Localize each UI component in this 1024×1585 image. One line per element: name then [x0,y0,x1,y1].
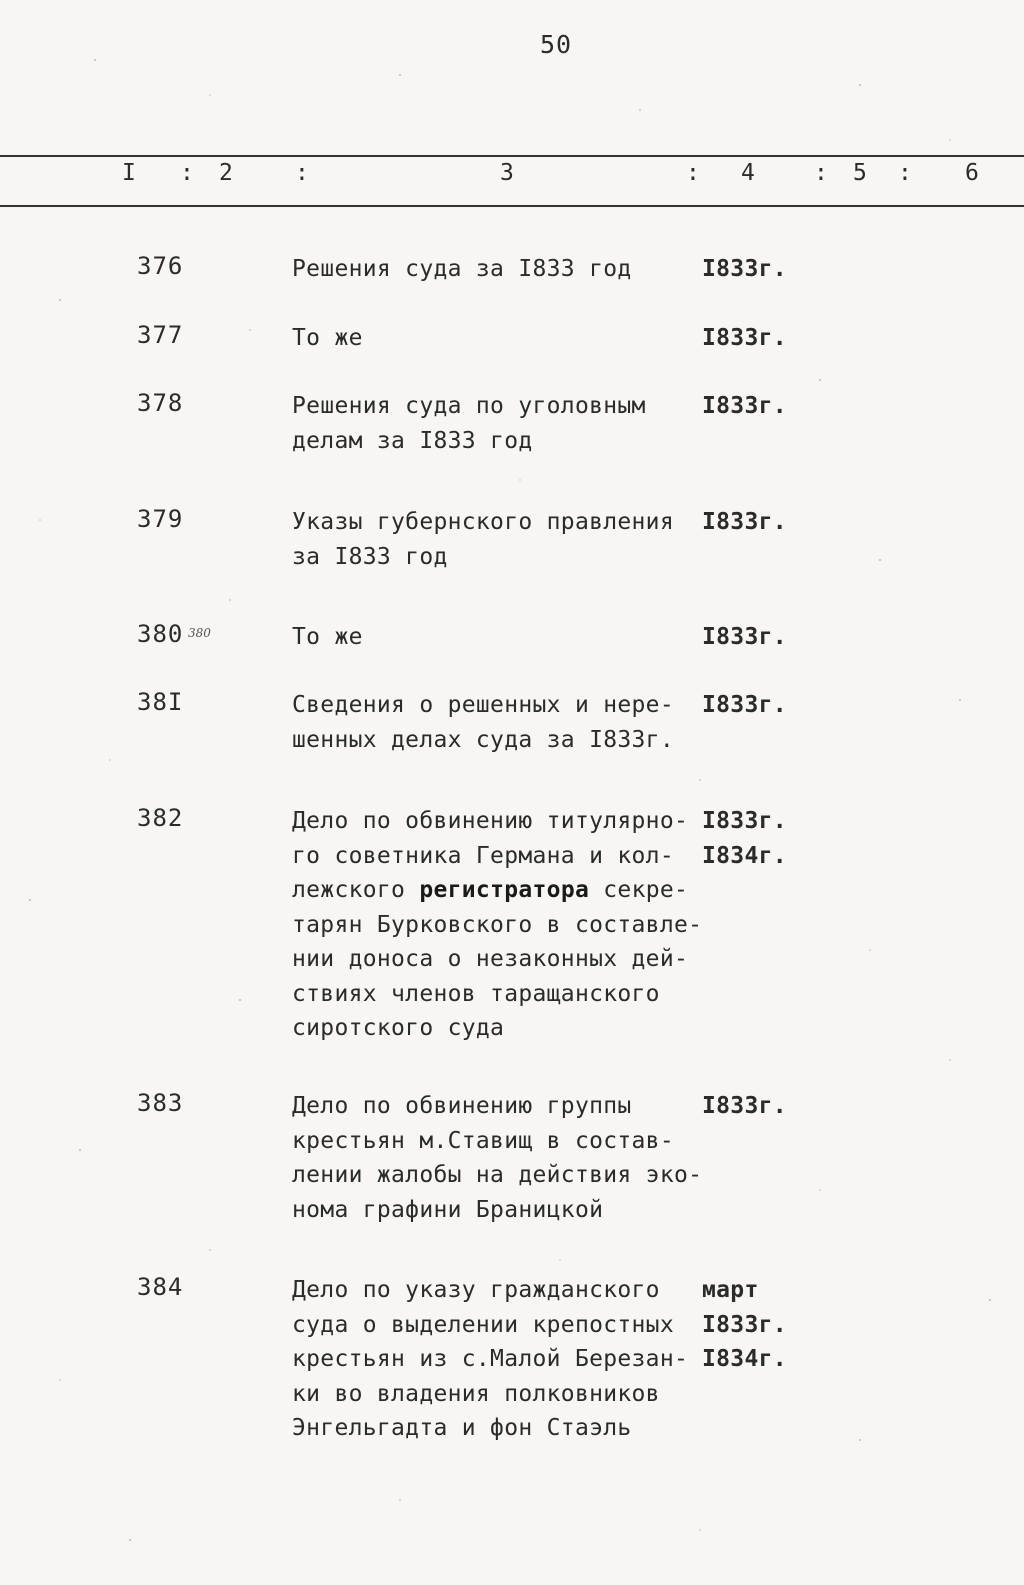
column-separator: : [295,160,309,186]
column-header-4: 4 [741,160,755,186]
column-separator: : [814,160,828,186]
entry-date: I834г. [702,842,787,869]
entry-date: I833г. [702,808,787,834]
entry-title-line: за I833 год [292,543,448,570]
entry-title-line: сиротского суда [292,1015,505,1041]
entry-title [292,620,712,655]
entry-title-line: суда о выделении крепостных [292,1311,674,1338]
entry-title [292,688,712,757]
entry-title-fragment: секре- [603,877,689,903]
column-header-6: 6 [965,160,979,186]
entry-number: 378 [137,389,184,417]
entry-title-line-with-correction [292,873,712,908]
column-separator: : [686,160,700,186]
entry-date: I833г. [702,509,787,535]
table-header-bottom-rule [0,205,1024,207]
entry-title-line: Указы губернского правления [292,509,674,535]
entry-title-line: го советника Германа и кол- [292,842,674,869]
entry-date: март [702,1277,759,1303]
column-header-5: 5 [853,160,867,186]
entry-number: 376 [137,252,184,280]
entry-title [292,252,712,287]
column-header-2: 2 [219,160,233,186]
entry-number: 379 [137,505,184,533]
entry-dates [702,1089,787,1124]
entry-title-line: Дело по обвинению группы [292,1093,632,1119]
entry-title-line: Дело по обвинению титулярно- [292,808,689,834]
entry-dates [702,804,787,873]
entry-title-line: крестьян м.Ставищ в состав- [292,1127,674,1154]
entry-number: 383 [137,1089,184,1117]
column-header-1: I [122,160,136,186]
entry-title-line: То же [292,325,363,351]
entry-title-line: ки во владения полковников [292,1380,660,1407]
handwritten-note: 380 [188,626,211,640]
entry-title [292,1273,712,1446]
entry-title-line: Дело по указу гражданского [292,1277,660,1303]
entry-dates [702,505,787,540]
entry-title-line: крестьян из с.Малой Березан- [292,1346,689,1372]
entry-title-line: шенных делах суда за I833г. [292,726,674,753]
entry-title [292,1089,712,1227]
entry-dates [702,389,787,424]
struck-text: регистратора [419,877,590,903]
column-separator: : [180,160,194,186]
entry-title [292,505,712,574]
entry-title-fragment: лежского [292,877,406,903]
entry-dates [702,620,787,655]
entry-dates [702,688,787,723]
entry-title-line: То же [292,624,363,650]
entry-title [292,389,712,458]
entry-title-line: Решения суда за I833 год [292,256,632,282]
entry-dates [702,1273,787,1377]
entry-date: I833г. [702,393,787,419]
entry-title-line: нии доноса о незаконных дей- [292,946,689,972]
entry-date: I833г. [702,1093,787,1119]
entry-date: I833г. [702,624,787,650]
entry-number: 384 [137,1273,184,1301]
entry-number: 380 [137,620,184,648]
entry-number: 382 [137,804,184,832]
table-header-top-rule [0,155,1024,157]
entry-title-line: лении жалобы на действия эко- [292,1162,703,1188]
entry-title [292,804,712,1046]
entry-title-line: Решения суда по уголовным [292,393,646,419]
entry-date: I834г. [702,1346,787,1372]
entry-date: I833г. [702,325,787,351]
entry-date: I833г. [702,1311,787,1338]
entry-title [292,321,712,356]
entry-title-line: ствиях членов таращанского [292,980,660,1007]
entry-number: 38I [137,688,184,716]
entry-title-line: тарян Бурковского в составле- [292,911,703,938]
entry-title-line: делам за I833 год [292,427,533,454]
column-separator: : [898,160,912,186]
page-number: 50 [540,30,573,59]
entry-number: 377 [137,321,184,349]
entry-date: I833г. [702,256,787,282]
entry-dates [702,252,787,287]
entry-title-line: Сведения о решенных и нере- [292,692,674,718]
entry-dates [702,321,787,356]
column-header-3: 3 [500,160,514,186]
entry-title-line: нома графини Браницкой [292,1196,604,1223]
entry-title-line: Энгельгадта и фон Стаэль [292,1415,632,1441]
entry-date: I833г. [702,692,787,718]
